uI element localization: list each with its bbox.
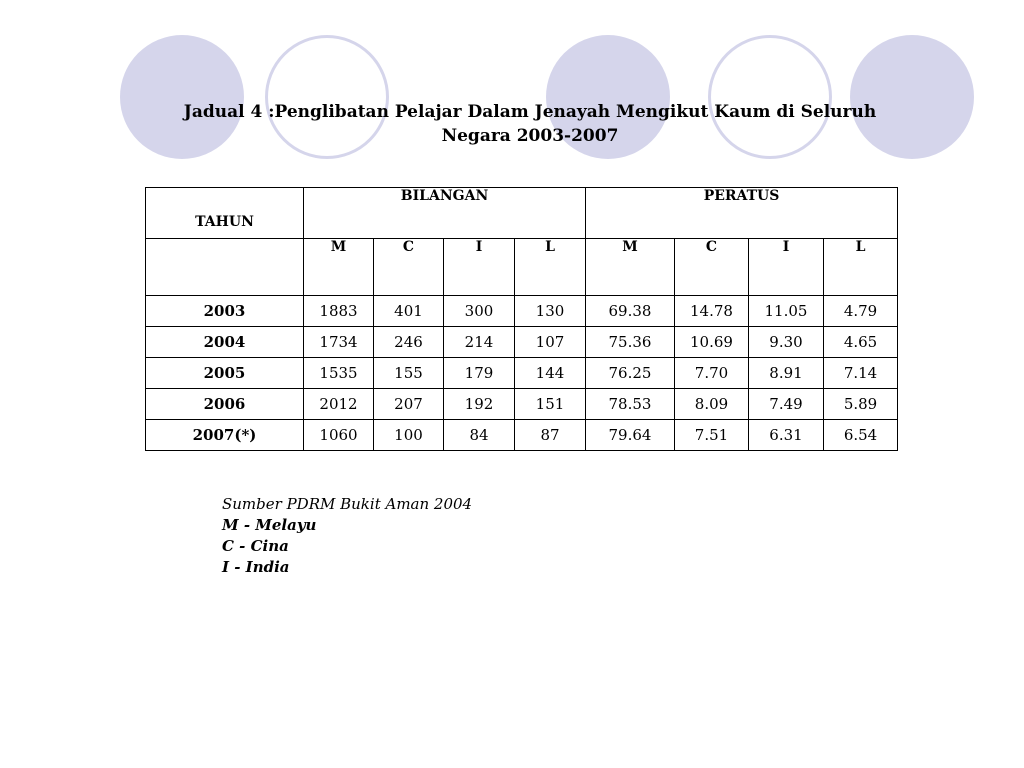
value-cell: 214 [444, 327, 515, 358]
header-empty-cell [146, 239, 304, 296]
value-cell: 7.70 [675, 358, 749, 389]
value-cell: 10.69 [675, 327, 749, 358]
value-cell: 151 [515, 389, 586, 420]
header-sub: L [515, 239, 586, 296]
table-row [146, 296, 898, 327]
value-cell: 300 [444, 296, 515, 327]
data-table [145, 187, 898, 451]
table-row [146, 327, 898, 358]
value-cell: 1060 [304, 420, 374, 451]
value-cell: 76.25 [586, 358, 675, 389]
value-cell: 78.53 [586, 389, 675, 420]
value-cell: 8.91 [749, 358, 824, 389]
legend-cina: C - Cina [222, 537, 289, 555]
value-cell: 2012 [304, 389, 374, 420]
table-header-row-1 [146, 188, 898, 239]
value-cell: 1535 [304, 358, 374, 389]
value-cell: 75.36 [586, 327, 675, 358]
value-cell: 4.65 [824, 327, 898, 358]
value-cell: 79.64 [586, 420, 675, 451]
table-row [146, 420, 898, 451]
value-cell: 100 [374, 420, 444, 451]
header-peratus: PERATUS [586, 188, 898, 239]
value-cell: 192 [444, 389, 515, 420]
year-cell: 2006 [146, 389, 304, 420]
year-cell: 2005 [146, 358, 304, 389]
value-cell: 207 [374, 389, 444, 420]
value-cell: 155 [374, 358, 444, 389]
header-sub: C [374, 239, 444, 296]
value-cell: 7.49 [749, 389, 824, 420]
value-cell: 1883 [304, 296, 374, 327]
value-cell: 179 [444, 358, 515, 389]
year-cell: 2003 [146, 296, 304, 327]
value-cell: 1734 [304, 327, 374, 358]
table-row [146, 389, 898, 420]
value-cell: 6.54 [824, 420, 898, 451]
value-cell: 4.79 [824, 296, 898, 327]
value-cell: 7.51 [675, 420, 749, 451]
value-cell: 107 [515, 327, 586, 358]
value-cell: 130 [515, 296, 586, 327]
table-header-row-2 [146, 239, 898, 296]
title-line-1: Jadual 4 :Penglibatan Pelajar Dalam Jenayah Mengikut Kaum di Seluruh [183, 102, 877, 122]
notes [222, 494, 472, 578]
table-row [146, 358, 898, 389]
table-body [146, 296, 898, 451]
page-title [130, 100, 930, 148]
value-cell: 144 [515, 358, 586, 389]
header-sub: I [749, 239, 824, 296]
header-sub: M [586, 239, 675, 296]
value-cell: 9.30 [749, 327, 824, 358]
value-cell: 6.31 [749, 420, 824, 451]
value-cell: 11.05 [749, 296, 824, 327]
year-cell: 2004 [146, 327, 304, 358]
value-cell: 246 [374, 327, 444, 358]
value-cell: 401 [374, 296, 444, 327]
header-tahun: TAHUN [146, 188, 304, 239]
header-bilangan: BILANGAN [304, 188, 586, 239]
value-cell: 5.89 [824, 389, 898, 420]
header-sub: L [824, 239, 898, 296]
header-sub: M [304, 239, 374, 296]
value-cell: 7.14 [824, 358, 898, 389]
header-sub: C [675, 239, 749, 296]
value-cell: 8.09 [675, 389, 749, 420]
value-cell: 69.38 [586, 296, 675, 327]
legend-melayu: M - Melayu [222, 516, 317, 534]
legend-india: I - India [222, 558, 290, 576]
value-cell: 84 [444, 420, 515, 451]
title-line-2: Negara 2003-2007 [441, 126, 619, 146]
value-cell: 14.78 [675, 296, 749, 327]
header-sub: I [444, 239, 515, 296]
source-note: Sumber PDRM Bukit Aman 2004 [222, 495, 473, 513]
value-cell: 87 [515, 420, 586, 451]
year-cell: 2007(*) [146, 420, 304, 451]
